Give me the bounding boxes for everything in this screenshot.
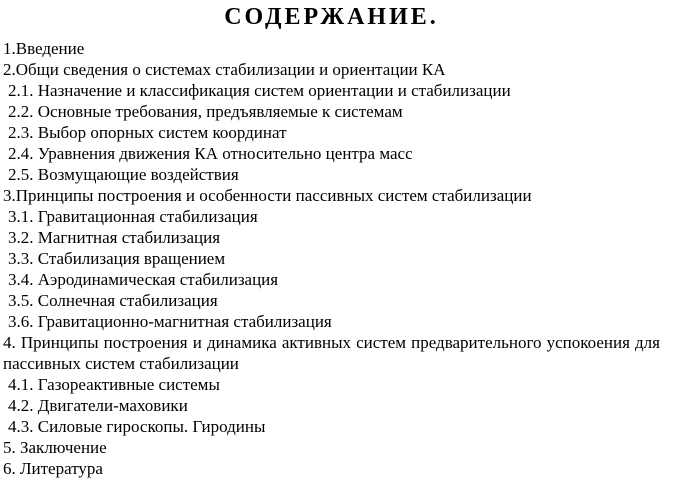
toc-item-3-1: 3.1. Гравитационная стабилизация [8, 207, 258, 226]
page-title: СОДЕРЖАНИЕ. [224, 4, 439, 30]
toc-item-introduction: 1.Введение [3, 39, 85, 58]
toc-item-active-systems-line2: пассивных систем стабилизации [3, 354, 239, 373]
toc-item-3-3: 3.3. Стабилизация вращением [8, 249, 226, 268]
toc-item-2-3: 2.3. Выбор опорных систем координат [8, 123, 287, 142]
toc-item-3-6: 3.6. Гравитационно-магнитная стабилизация [8, 312, 332, 331]
toc-item-2-2: 2.2. Основные требования, предъявляемые к системам [8, 102, 403, 121]
toc-item-2-5: 2.5. Возмущающие воздействия [8, 165, 239, 184]
toc-item-2-4: 2.4. Уравнения движения КА относительно центра масс [8, 144, 413, 163]
toc-item-conclusion: 5. Заключение [3, 438, 107, 457]
toc-item-3-5: 3.5. Солнечная стабилизация [8, 291, 218, 310]
toc-item-active-systems-line1: 4. Принципы построения и динамика активных систем предварительного успокоения для [3, 333, 660, 352]
toc-item-4-3: 4.3. Силовые гироскопы. Гиродины [8, 417, 266, 436]
toc-item-3-2: 3.2. Магнитная стабилизация [8, 228, 221, 247]
toc-item-4-1: 4.1. Газореактивные системы [8, 375, 220, 394]
toc-item-passive-systems: 3.Принципы построения и особенности пассивных систем стабилизации [3, 186, 532, 205]
toc-item-2-1: 2.1. Назначение и классификация систем ориентации и стабилизации [8, 81, 511, 100]
table-of-contents [3, 38, 660, 479]
toc-item-4-2: 4.2. Двигатели-маховики [8, 396, 188, 415]
toc-item-literature: 6. Литература [3, 459, 103, 478]
toc-item-3-4: 3.4. Аэродинамическая стабилизация [8, 270, 279, 289]
toc-item-general-info: 2.Общи сведения о системах стабилизации и ориентации КА [3, 60, 446, 79]
